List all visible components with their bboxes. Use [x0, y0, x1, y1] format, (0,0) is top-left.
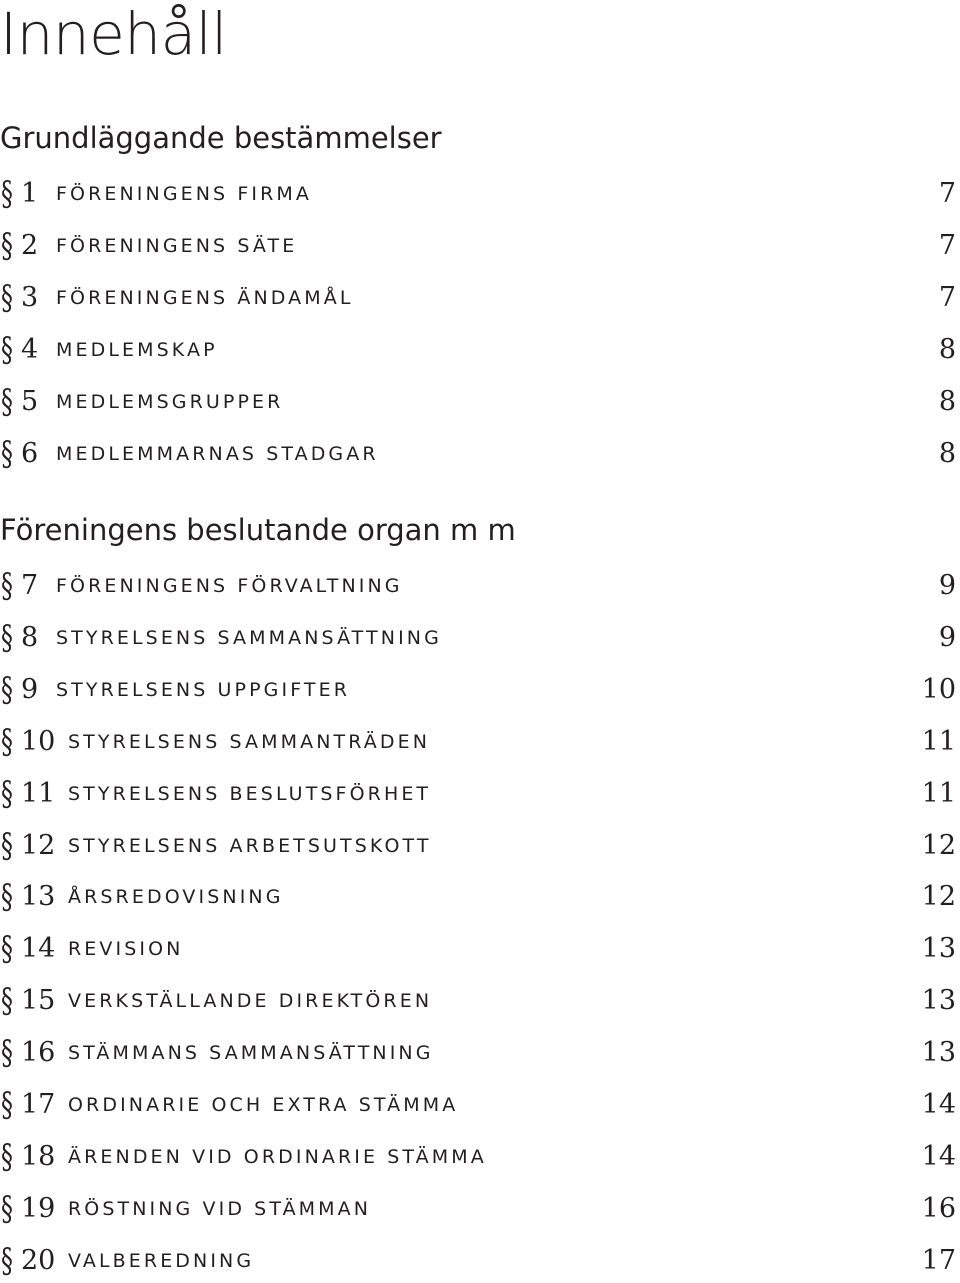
- section-sign-icon: §: [1, 330, 13, 370]
- section-sign-icon: §: [1, 1085, 13, 1125]
- page-number: 8: [938, 334, 956, 365]
- section-title: STYRELSENS SAMMANSÄTTNING: [56, 627, 442, 649]
- section-number: 10: [21, 726, 56, 757]
- section-sign-icon: §: [1, 1241, 13, 1281]
- section-number: 20: [21, 1245, 56, 1276]
- section-sign-icon: §: [1, 226, 13, 266]
- toc-entry: [0, 1191, 960, 1227]
- section-title: VALBEREDNING: [68, 1250, 255, 1272]
- page-number: 8: [938, 386, 956, 417]
- section-number: 17: [21, 1089, 56, 1120]
- toc-entry: [0, 280, 960, 316]
- page-number: 16: [921, 1193, 956, 1224]
- section-number: 3: [21, 282, 39, 313]
- section-title: MEDLEMSGRUPPER: [56, 391, 284, 413]
- section-number: 8: [21, 622, 39, 653]
- section-number: 1: [21, 178, 39, 209]
- page-number: 13: [921, 933, 956, 964]
- page-number: 9: [938, 570, 956, 601]
- section-title: STÄMMANS SAMMANSÄTTNING: [68, 1042, 434, 1064]
- section-title: REVISION: [68, 938, 184, 960]
- section-title: MEDLEMSKAP: [56, 339, 218, 361]
- section-title: ÅRSREDOVISNING: [68, 886, 284, 908]
- section-sign-icon: §: [1, 877, 13, 917]
- toc-entry: [0, 568, 960, 604]
- section-number: 7: [21, 570, 39, 601]
- section-title: STYRELSENS UPPGIFTER: [56, 679, 350, 701]
- section-number: 11: [21, 778, 56, 809]
- page-number: 11: [921, 778, 956, 809]
- page-number: 11: [921, 726, 956, 757]
- section-number: 12: [21, 830, 56, 861]
- page-number: 13: [921, 985, 956, 1016]
- section-title: VERKSTÄLLANDE DIREKTÖREN: [68, 990, 433, 1012]
- section-sign-icon: §: [1, 278, 13, 318]
- section-sign-icon: §: [1, 1033, 13, 1073]
- section-sign-icon: §: [1, 826, 13, 866]
- toc-entry: [0, 176, 960, 212]
- section-number: 9: [21, 674, 39, 705]
- section-sign-icon: §: [1, 174, 13, 214]
- section-number: 5: [21, 386, 39, 417]
- section-title: ORDINARIE OCH EXTRA STÄMMA: [68, 1094, 459, 1116]
- section-title: MEDLEMMARNAS STADGAR: [56, 443, 379, 465]
- section-title: FÖRENINGENS SÄTE: [56, 235, 298, 257]
- section-number: 4: [21, 334, 39, 365]
- toc-entry: [0, 1139, 960, 1175]
- toc-entry: [0, 1087, 960, 1123]
- section-number: 16: [21, 1037, 56, 1068]
- page-number: 10: [921, 674, 956, 705]
- page-number: 7: [938, 178, 956, 209]
- page-title: Innehåll: [0, 0, 227, 68]
- page-number: 14: [921, 1089, 956, 1120]
- page-number: 14: [921, 1141, 956, 1172]
- toc-entry: [0, 776, 960, 812]
- page-number: 12: [921, 830, 956, 861]
- section-heading: Föreningens beslutande organ m m: [0, 513, 516, 547]
- section-number: 2: [21, 230, 39, 261]
- section-heading: Grundläggande bestämmelser: [0, 121, 442, 155]
- page-number: 8: [938, 438, 956, 469]
- section-title: ÄRENDEN VID ORDINARIE STÄMMA: [68, 1146, 487, 1168]
- page-number: 12: [921, 881, 956, 912]
- section-sign-icon: §: [1, 566, 13, 606]
- section-number: 15: [21, 985, 56, 1016]
- toc-entry: [0, 672, 960, 708]
- section-title: RÖSTNING VID STÄMMAN: [68, 1198, 372, 1220]
- section-title: FÖRENINGENS ÄNDAMÅL: [56, 287, 354, 309]
- section-sign-icon: §: [1, 722, 13, 762]
- section-sign-icon: §: [1, 670, 13, 710]
- section-sign-icon: §: [1, 774, 13, 814]
- section-title: STYRELSENS ARBETSUTSKOTT: [68, 835, 432, 857]
- toc-entry: [0, 228, 960, 264]
- section-number: 19: [21, 1193, 56, 1224]
- page-number: 7: [938, 230, 956, 261]
- section-sign-icon: §: [1, 1189, 13, 1229]
- section-sign-icon: §: [1, 929, 13, 969]
- section-number: 18: [21, 1141, 56, 1172]
- toc-entry: [0, 724, 960, 760]
- toc-entry: [0, 436, 960, 472]
- section-title: FÖRENINGENS FÖRVALTNING: [56, 575, 403, 597]
- page-number: 17: [921, 1245, 956, 1276]
- section-sign-icon: §: [1, 618, 13, 658]
- section-sign-icon: §: [1, 434, 13, 474]
- section-title: STYRELSENS BESLUTSFÖRHET: [68, 783, 432, 805]
- section-number: 13: [21, 881, 56, 912]
- toc-entry: [0, 931, 960, 967]
- section-sign-icon: §: [1, 1137, 13, 1177]
- toc-entry: [0, 332, 960, 368]
- toc-entry: [0, 983, 960, 1019]
- page-number: 7: [938, 282, 956, 313]
- section-sign-icon: §: [1, 981, 13, 1021]
- page-number: 9: [938, 622, 956, 653]
- page-number: 13: [921, 1037, 956, 1068]
- toc-entry: [0, 879, 960, 915]
- section-number: 14: [21, 933, 56, 964]
- toc-entry: [0, 1035, 960, 1071]
- section-sign-icon: §: [1, 382, 13, 422]
- section-title: STYRELSENS SAMMANTRÄDEN: [68, 731, 431, 753]
- toc-entry: [0, 384, 960, 420]
- toc-entry: [0, 828, 960, 864]
- section-title: FÖRENINGENS FIRMA: [56, 183, 312, 205]
- toc-entry: [0, 620, 960, 656]
- section-number: 6: [21, 438, 39, 469]
- toc-entry: [0, 1243, 960, 1279]
